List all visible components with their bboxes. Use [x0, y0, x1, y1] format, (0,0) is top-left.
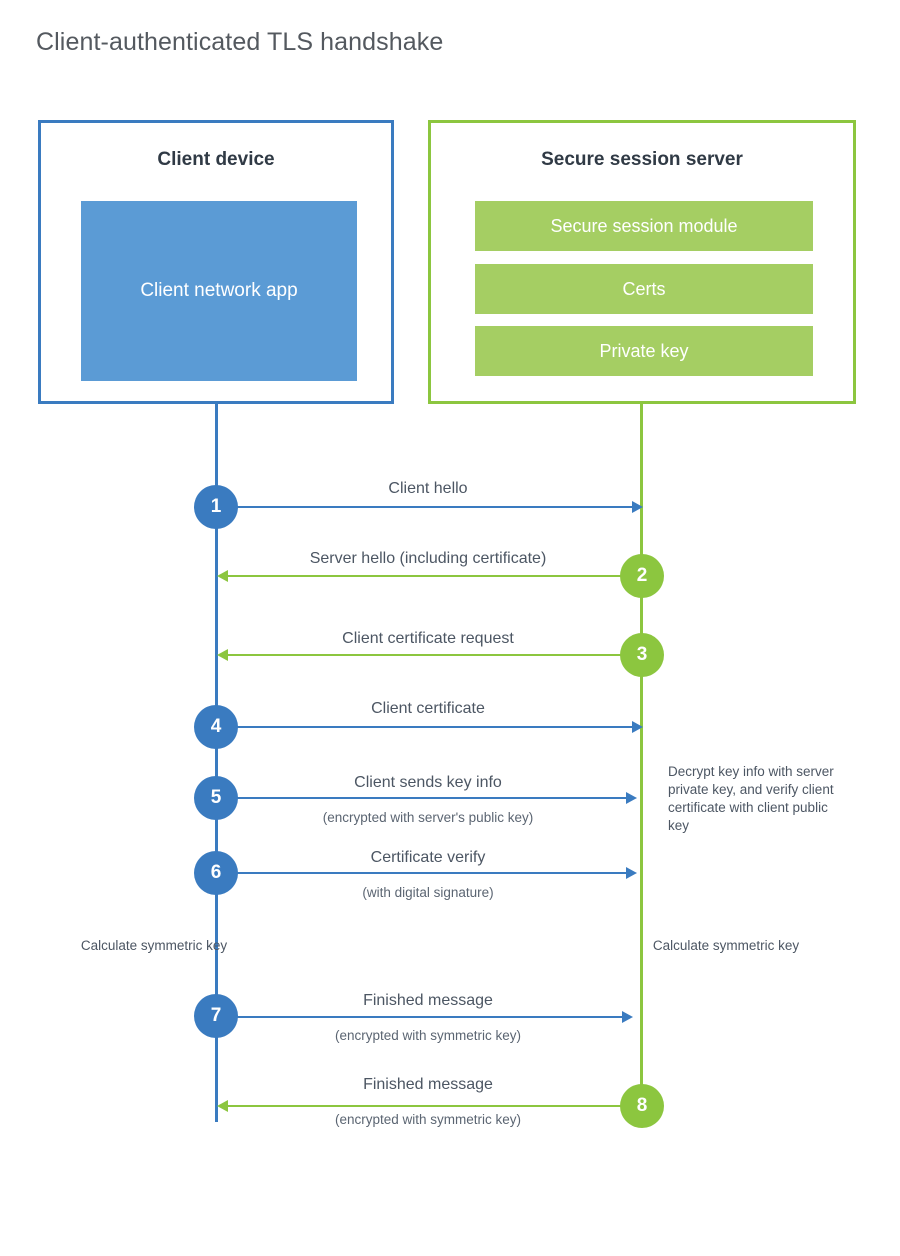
step-bullet-6: 6 — [194, 851, 238, 895]
step-1-label: Client hello — [388, 480, 468, 497]
step-2-label: Server hello (including certificate) — [309, 550, 547, 567]
step-1-arrow-line — [216, 506, 636, 508]
client-device-title: Client device — [157, 149, 275, 170]
step-bullet-4: 4 — [194, 705, 238, 749]
server-module-private-key: Private key — [475, 326, 813, 376]
step-8-sublabel: (encrypted with symmetric key) — [334, 1112, 522, 1127]
step-bullet-1: 1 — [194, 485, 238, 529]
client-device-box — [38, 120, 394, 404]
step-bullet-5: 5 — [194, 776, 238, 820]
step-6-sublabel: (with digital signature) — [362, 885, 494, 900]
step-8-arrow-line — [228, 1105, 640, 1107]
step-4-label: Client certificate — [371, 700, 485, 717]
secure-session-server-title: Secure session server — [541, 149, 743, 170]
page-title: Client-authenticated TLS handshake — [36, 28, 444, 56]
server-calculate-note: Calculate symmetric key — [652, 938, 800, 953]
step-3-arrow-line — [228, 654, 640, 656]
step-bullet-8: 8 — [620, 1084, 664, 1128]
server-decrypt-note: Decrypt key info with server private key, and verify client certificate with client public key — [668, 764, 834, 833]
step-bullet-7: 7 — [194, 994, 238, 1038]
step-1-arrow-head — [632, 501, 643, 513]
step-7-sublabel: (encrypted with symmetric key) — [334, 1028, 522, 1043]
step-5-arrow-head — [626, 792, 637, 804]
step-6-arrow-line — [216, 872, 630, 874]
step-5-sublabel: (encrypted with server's public key) — [322, 810, 534, 825]
step-5-label: Client sends key info — [354, 774, 502, 791]
step-2-arrow-line — [228, 575, 640, 577]
client-network-app: Client network app — [81, 201, 357, 381]
step-4-arrow-line — [216, 726, 636, 728]
step-6-arrow-head — [626, 867, 637, 879]
step-8-label: Finished message — [363, 1076, 493, 1093]
step-5-arrow-line — [216, 797, 630, 799]
step-7-arrow-line — [216, 1016, 626, 1018]
secure-session-server-box — [428, 120, 856, 404]
step-7-arrow-head — [622, 1011, 633, 1023]
step-4-arrow-head — [632, 721, 643, 733]
step-7-label: Finished message — [363, 992, 493, 1009]
server-module-certs: Certs — [475, 264, 813, 314]
server-module-secure-session-module: Secure session module — [475, 201, 813, 251]
step-2-arrow-head — [217, 570, 228, 582]
step-8-arrow-head — [217, 1100, 228, 1112]
step-3-arrow-head — [217, 649, 228, 661]
step-bullet-2: 2 — [620, 554, 664, 598]
step-bullet-3: 3 — [620, 633, 664, 677]
client-calculate-note: Calculate symmetric key — [80, 938, 228, 953]
step-3-label: Client certificate request — [342, 630, 514, 647]
step-6-label: Certificate verify — [370, 849, 486, 866]
